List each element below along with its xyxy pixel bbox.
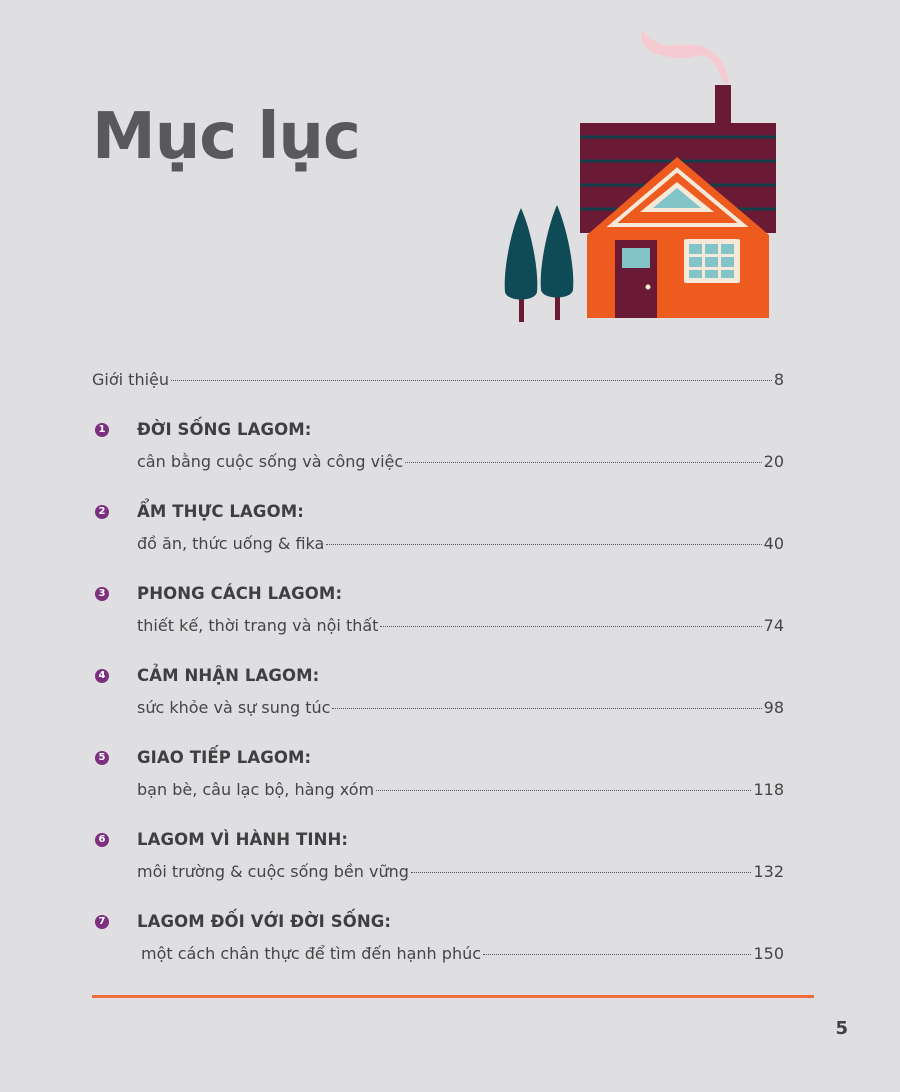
- toc-entry-page: 8: [773, 370, 784, 389]
- toc-chapter-5[interactable]: [92, 730, 784, 812]
- toc-entry-label: Giới thiệu: [92, 370, 170, 389]
- chapter-page: 40: [763, 534, 784, 553]
- dot-leader: [171, 380, 772, 381]
- chapter-page: 132: [753, 862, 784, 881]
- chapter-page: 98: [763, 698, 784, 717]
- chapter-number-badge: 5: [95, 751, 109, 765]
- chapter-subtitle: cân bằng cuộc sống và công việc: [137, 452, 404, 471]
- dot-leader: [376, 790, 751, 791]
- page-title: Mục lục: [92, 100, 360, 174]
- dot-leader: [332, 708, 761, 709]
- toc-chapter-1[interactable]: [92, 402, 784, 484]
- chapter-subtitle: sức khỏe và sự sung túc: [137, 698, 331, 717]
- chapter-title: GIAO TIẾP LAGOM:: [137, 748, 312, 767]
- toc-chapter-2[interactable]: [92, 484, 784, 566]
- chapter-title: LAGOM VÌ HÀNH TINH:: [137, 830, 349, 849]
- chapter-number-badge: 1: [95, 423, 109, 437]
- table-of-contents: [92, 366, 784, 976]
- dot-leader: [380, 626, 761, 627]
- toc-chapter-3[interactable]: [92, 566, 784, 648]
- footer-divider: [92, 995, 814, 998]
- chapter-number-badge: 2: [95, 505, 109, 519]
- dot-leader: [326, 544, 761, 545]
- chapter-page: 20: [763, 452, 784, 471]
- tree-icon: [541, 205, 574, 320]
- toc-chapter-6[interactable]: [92, 812, 784, 894]
- chapter-subtitle: môi trường & cuộc sống bền vững: [137, 862, 409, 881]
- chapter-page: 150: [753, 944, 784, 963]
- chapter-page: 74: [763, 616, 784, 635]
- chapter-number-badge: 3: [95, 587, 109, 601]
- chapter-title: ẨM THỰC LAGOM:: [137, 502, 304, 521]
- smoke-icon: [641, 30, 729, 84]
- tree-icon: [505, 208, 538, 322]
- chapter-title: LAGOM ĐỐI VỚI ĐỜI SỐNG:: [137, 912, 392, 931]
- chapter-page: 118: [753, 780, 784, 799]
- toc-chapter-7[interactable]: [92, 894, 784, 976]
- page-number: 5: [835, 1018, 848, 1039]
- chapter-number-badge: 6: [95, 833, 109, 847]
- toc-chapter-4[interactable]: [92, 648, 784, 730]
- chapter-number-badge: 4: [95, 669, 109, 683]
- toc-entry-intro[interactable]: [92, 366, 784, 402]
- dot-leader: [483, 954, 751, 955]
- chapter-title: PHONG CÁCH LAGOM:: [137, 584, 343, 603]
- chapter-title: CẢM NHẬN LAGOM:: [137, 666, 320, 685]
- chapter-title: ĐỜI SỐNG LAGOM:: [137, 420, 312, 439]
- chapter-number-badge: 7: [95, 915, 109, 929]
- chapter-subtitle: bạn bè, câu lạc bộ, hàng xóm: [137, 780, 375, 799]
- house-illustration: [495, 20, 785, 330]
- chapter-subtitle: một cách chân thực để tìm đến hạnh phúc: [141, 944, 482, 963]
- dot-leader: [405, 462, 761, 463]
- chapter-subtitle: đồ ăn, thức uống & fika: [137, 534, 325, 553]
- chapter-subtitle: thiết kế, thời trang và nội thất: [137, 616, 379, 635]
- dot-leader: [411, 872, 752, 873]
